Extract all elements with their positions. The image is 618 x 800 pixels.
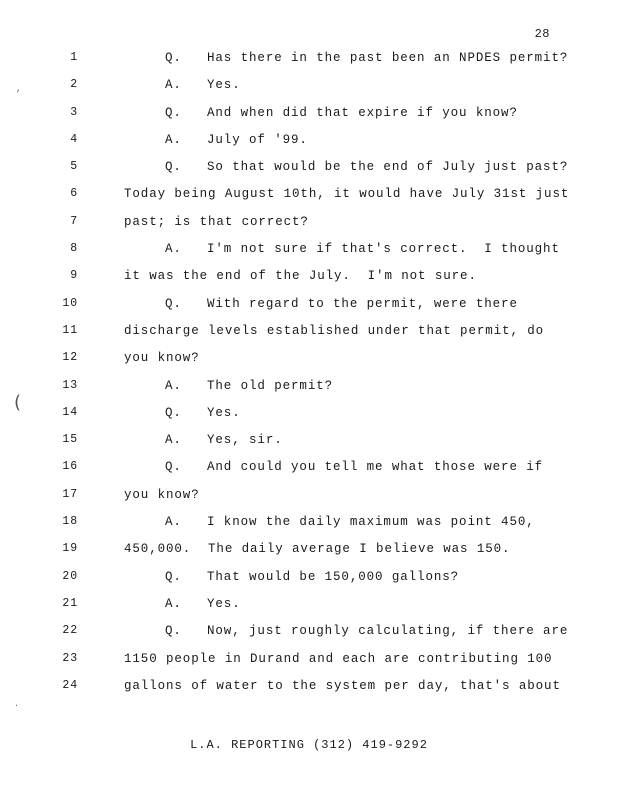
transcript-line — [0, 623, 618, 650]
transcript-line — [0, 596, 618, 623]
line-text: you know? — [124, 487, 200, 502]
margin-mark: ( — [14, 392, 22, 413]
line-number: 6 — [70, 187, 78, 201]
transcript-line — [0, 50, 618, 77]
line-number: 18 — [62, 515, 78, 529]
line-text: A. Yes, sir. — [165, 433, 283, 448]
transcript-line — [0, 541, 618, 568]
line-number: 23 — [62, 651, 78, 665]
line-number: 8 — [70, 242, 78, 256]
line-text: gallons of water to the system per day, that's about — [124, 678, 561, 693]
line-text: you know? — [124, 351, 200, 366]
line-number: 22 — [62, 624, 78, 638]
transcript-line — [0, 77, 618, 104]
line-number: 24 — [62, 678, 78, 692]
transcript-line — [0, 487, 618, 514]
line-number: 10 — [62, 296, 78, 310]
line-number: 11 — [62, 323, 78, 337]
line-text: Q. Yes. — [165, 405, 241, 420]
line-text: Q. Now, just roughly calculating, if there are — [165, 624, 569, 639]
line-number: 21 — [62, 596, 78, 610]
line-number: 9 — [70, 269, 78, 283]
transcript-line — [0, 459, 618, 486]
line-text: A. I'm not sure if that's correct. I thought — [165, 242, 560, 257]
line-number: 3 — [70, 105, 78, 119]
transcript-line — [0, 378, 618, 405]
line-text: Q. And could you tell me what those were if — [165, 460, 544, 475]
page-number: 28 — [534, 27, 550, 41]
line-text: Today being August 10th, it would have July 31st just — [124, 187, 570, 202]
transcript-line — [0, 323, 618, 350]
transcript-line — [0, 514, 618, 541]
transcript-line — [0, 678, 618, 705]
transcript-body — [0, 50, 618, 705]
line-number: 5 — [70, 160, 78, 174]
transcript-line — [0, 296, 618, 323]
line-text: past; is that correct? — [124, 214, 309, 229]
transcript-line — [0, 350, 618, 377]
line-text: Q. So that would be the end of July just past? — [165, 160, 569, 175]
line-number: 7 — [70, 214, 78, 228]
line-text: 450,000. The daily average I believe was 150. — [124, 542, 511, 557]
line-number: 13 — [62, 378, 78, 392]
line-text: A. I know the daily maximum was point 450, — [165, 515, 535, 530]
transcript-line — [0, 268, 618, 295]
transcript-line — [0, 105, 618, 132]
line-number: 2 — [70, 78, 78, 92]
line-text: discharge levels established under that permit, do — [124, 323, 545, 338]
transcript-line — [0, 132, 618, 159]
transcript-line — [0, 569, 618, 596]
line-number: 1 — [70, 51, 78, 64]
transcript-line — [0, 214, 618, 241]
transcript-line — [0, 651, 618, 678]
line-number: 19 — [62, 542, 78, 556]
line-text: Q. Has there in the past been an NPDES permit? — [165, 51, 569, 65]
line-number: 20 — [62, 569, 78, 583]
line-text: Q. That would be 150,000 gallons? — [165, 569, 460, 584]
transcript-line — [0, 405, 618, 432]
reporter-footer: L.A. REPORTING (312) 419-9292 — [190, 738, 428, 752]
line-text: A. Yes. — [165, 78, 241, 93]
line-text: Q. And when did that expire if you know? — [165, 105, 518, 120]
line-text: A. Yes. — [165, 596, 241, 611]
line-number: 17 — [62, 487, 78, 501]
line-number: 15 — [62, 433, 78, 447]
transcript-line — [0, 186, 618, 213]
line-number: 12 — [62, 351, 78, 365]
line-text: A. July of '99. — [165, 132, 308, 147]
transcript-line — [0, 241, 618, 268]
transcript-line — [0, 159, 618, 186]
line-text: A. The old permit? — [165, 378, 334, 393]
line-number: 16 — [62, 460, 78, 474]
line-number: 4 — [70, 132, 78, 146]
margin-mark: . — [14, 700, 19, 709]
line-text: 1150 people in Durand and each are contributing 100 — [124, 651, 553, 666]
line-text: it was the end of the July. I'm not sure. — [124, 269, 477, 284]
line-number: 14 — [62, 405, 78, 419]
line-text: Q. With regard to the permit, were there — [165, 296, 518, 311]
transcript-line — [0, 432, 618, 459]
margin-mark: , — [16, 84, 22, 94]
